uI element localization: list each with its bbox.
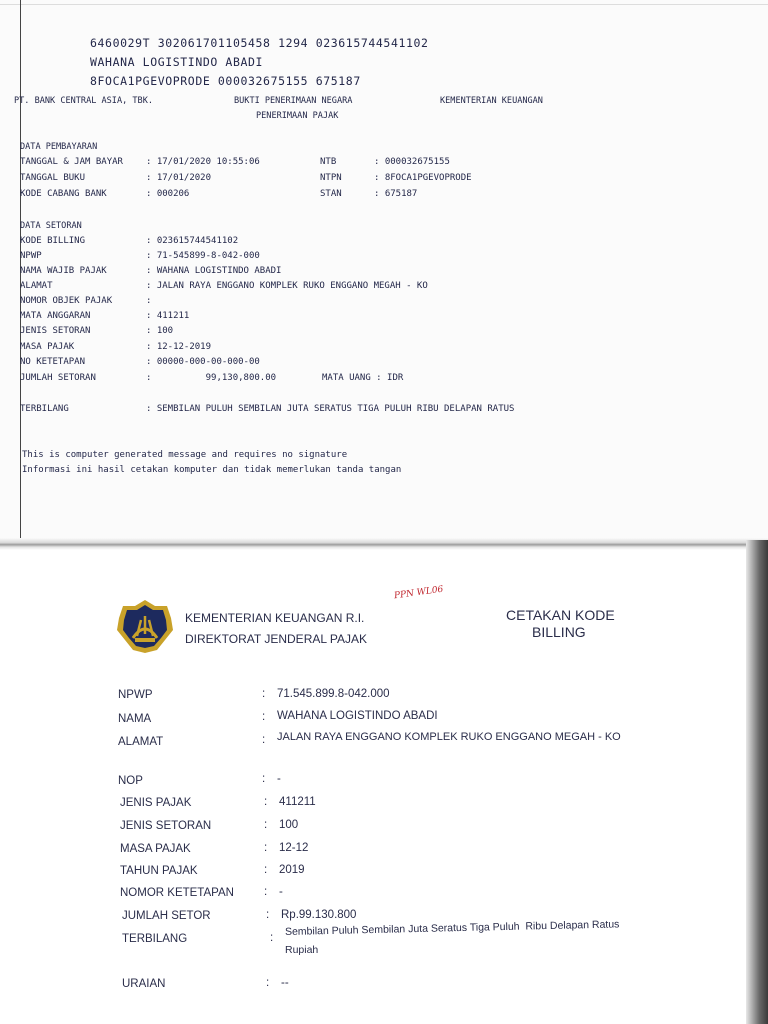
billing-label: JENIS PAJAK: [120, 797, 192, 809]
payment-right-label: NTPN: [320, 173, 342, 183]
billing-value: 411211: [279, 796, 316, 808]
doc-title-line-1: CETAKAN KODE: [506, 607, 615, 623]
receipt-title-line-2: PENERIMAAN PAJAK: [256, 111, 339, 121]
deposit-value: : 411211: [146, 311, 190, 321]
billing-colon: :: [264, 796, 268, 808]
receipt-header-line-2: WAHANA LOGISTINDO ABADI: [90, 55, 264, 69]
terbilang-value: : SEMBILAN PULUH SEMBILAN JUTA SERATUS TIGA PULUH RIBU DELAPAN RATUS: [146, 404, 515, 414]
billing-colon: :: [264, 819, 268, 831]
billing-value: JALAN RAYA ENGGANO KOMPLEK RUKO ENGGANO MEGAH - KO: [277, 731, 621, 743]
deposit-label: NO KETETAPAN: [20, 357, 86, 367]
billing-label: JENIS SETORAN: [120, 820, 212, 832]
billing-label: URAIAN: [122, 978, 166, 990]
deposit-value: : 100: [146, 326, 174, 336]
handwritten-note: PPN WL06: [393, 584, 444, 602]
deposit-label: JENIS SETORAN: [20, 326, 91, 336]
payment-right-value: : 8FOCA1PGEVOPRODE: [374, 173, 472, 183]
payment-label: TANGGAL BUKU: [20, 173, 86, 183]
deposit-label: NAMA WAJIB PAJAK: [20, 266, 107, 276]
footer-note-en: This is computer generated message and requires no signature: [22, 450, 348, 460]
org-name-line-1: KEMENTERIAN KEUANGAN R.I.: [185, 611, 365, 625]
paper-fold-separator: [0, 538, 768, 550]
billing-colon: :: [264, 864, 268, 876]
billing-label: NOMOR KETETAPAN: [120, 887, 234, 899]
billing-value: Rp.99.130.800: [281, 909, 357, 921]
billing-colon: :: [266, 977, 270, 989]
ministry-emblem-icon: [115, 598, 175, 654]
deposit-value: : JALAN RAYA ENGGANO KOMPLEK RUKO ENGGANO MEGAH - KO: [146, 281, 428, 291]
billing-colon: :: [262, 711, 266, 723]
payment-right-label: NTB: [320, 157, 337, 167]
billing-colon: :: [262, 773, 266, 785]
top-edge-line: [0, 4, 768, 5]
billing-label: NOP: [118, 775, 143, 787]
billing-label: NAMA: [118, 713, 152, 725]
billing-value: -: [277, 773, 281, 785]
deposit-value: : 023615744541102: [146, 236, 239, 246]
scan-dark-edge: [746, 540, 768, 1024]
deposit-label: NOMOR OBJEK PAJAK: [20, 296, 113, 306]
billing-value: -: [279, 886, 283, 898]
billing-colon: :: [262, 688, 266, 700]
ministry-name: KEMENTERIAN KEUANGAN: [440, 96, 543, 106]
billing-value: 2019: [279, 864, 305, 876]
doc-title-line-2: BILLING: [532, 624, 586, 640]
deposit-value: : 71-545899-8-042-000: [146, 251, 260, 261]
deposit-value: : WAHANA LOGISTINDO ABADI: [146, 266, 282, 276]
billing-colon: :: [270, 932, 274, 944]
billing-colon: :: [266, 909, 270, 921]
bank-name: PT. BANK CENTRAL ASIA, TBK.: [14, 96, 153, 106]
billing-colon: :: [264, 886, 268, 898]
currency: MATA UANG : IDR: [322, 373, 404, 383]
billing-value: 12-12: [279, 842, 309, 854]
billing-code-printout: [0, 550, 746, 1024]
billing-colon: :: [262, 734, 266, 746]
payment-label: KODE CABANG BANK: [20, 189, 107, 199]
section-payment-data: DATA PEMBAYARAN: [20, 142, 98, 152]
terbilang-label: TERBILANG: [20, 404, 69, 414]
receipt-header-line-1: 6460029T 302061701105458 1294 023615744541102: [90, 36, 429, 50]
terbilang-line-2: Rupiah: [285, 944, 319, 956]
deposit-label: JUMLAH SETORAN: [20, 373, 96, 383]
receipt-header-line-3: 8FOCA1PGEVOPRODE 000032675155 675187: [90, 74, 361, 88]
billing-value: Sembilan Puluh Sembilan Juta Seratus Tiga Puluh Ribu Delapan Ratus: [284, 918, 620, 938]
payment-right-label: STAN: [320, 189, 342, 199]
billing-value: WAHANA LOGISTINDO ABADI: [277, 710, 438, 722]
billing-label: JUMLAH SETOR: [122, 910, 211, 922]
billing-value: 71.545.899.8-042.000: [277, 688, 390, 700]
billing-label: NPWP: [118, 689, 153, 701]
billing-label: ALAMAT: [118, 736, 164, 748]
billing-value: --: [281, 977, 289, 989]
deposit-label: KODE BILLING: [20, 236, 86, 246]
deposit-label: MATA ANGGARAN: [20, 311, 91, 321]
receipt-title-line-1: BUKTI PENERIMAAN NEGARA: [234, 96, 353, 106]
deposit-label: NPWP: [20, 251, 42, 261]
payment-value: : 000206: [146, 189, 190, 199]
payment-right-value: : 675187: [374, 189, 418, 199]
deposit-value: : 99,130,800.00: [146, 373, 277, 383]
payment-label: TANGGAL & JAM BAYAR: [20, 157, 123, 167]
deposit-label: MASA PAJAK: [20, 342, 75, 352]
deposit-value: : 12-12-2019: [146, 342, 212, 352]
billing-label: TAHUN PAJAK: [120, 865, 198, 877]
billing-colon: :: [264, 842, 268, 854]
section-deposit-data: DATA SETORAN: [20, 221, 82, 231]
billing-label: TERBILANG: [122, 933, 188, 945]
deposit-label: ALAMAT: [20, 281, 53, 291]
payment-value: : 17/01/2020 10:55:06: [146, 157, 260, 167]
org-name-line-2: DIREKTORAT JENDERAL PAJAK: [185, 632, 368, 646]
deposit-value: :: [146, 296, 152, 306]
deposit-value: : 00000-000-00-000-00: [146, 357, 260, 367]
billing-label: MASA PAJAK: [120, 843, 191, 855]
payment-value: : 17/01/2020: [146, 173, 212, 183]
billing-value: 100: [279, 819, 299, 831]
payment-right-value: : 000032675155: [374, 157, 450, 167]
footer-note-id: Informasi ini hasil cetakan komputer dan tidak memerlukan tanda tangan: [22, 465, 402, 475]
